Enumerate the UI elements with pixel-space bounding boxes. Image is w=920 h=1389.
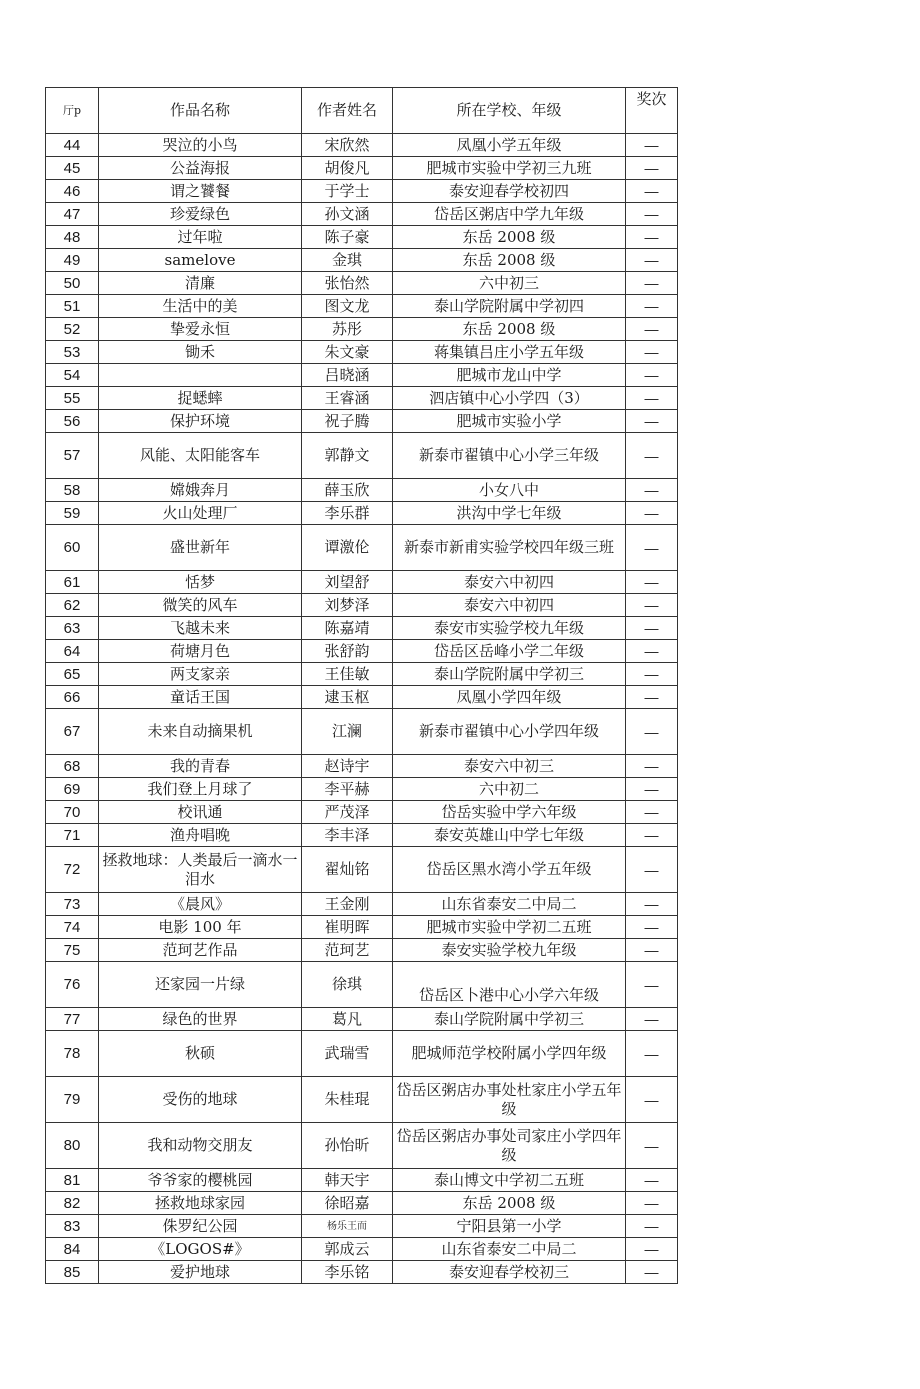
row-number: 44 bbox=[46, 134, 99, 157]
row-author: 陈子豪 bbox=[302, 226, 393, 249]
row-title: 盛世新年 bbox=[99, 525, 302, 571]
row-school: 东岳 2008 级 bbox=[393, 249, 626, 272]
row-number: 71 bbox=[46, 824, 99, 847]
header-title: 作品名称 bbox=[99, 88, 302, 134]
row-author: 金琪 bbox=[302, 249, 393, 272]
row-author: 祝子腾 bbox=[302, 410, 393, 433]
row-award: — bbox=[626, 134, 678, 157]
row-title: 拯救地球：人类最后一滴水一泪水 bbox=[99, 847, 302, 893]
table-row bbox=[46, 180, 678, 203]
table-header-row bbox=[46, 88, 678, 134]
table-row bbox=[46, 594, 678, 617]
row-number: 58 bbox=[46, 479, 99, 502]
row-author: 武瑞雪 bbox=[302, 1031, 393, 1077]
row-school: 六中初二 bbox=[393, 778, 626, 801]
row-number: 68 bbox=[46, 755, 99, 778]
row-school: 泰安迎春学校初三 bbox=[393, 1261, 626, 1284]
row-award: — bbox=[626, 686, 678, 709]
row-school: 泰安英雄山中学七年级 bbox=[393, 824, 626, 847]
row-number: 69 bbox=[46, 778, 99, 801]
row-author: 崔明晖 bbox=[302, 916, 393, 939]
row-title: 谓之饕餐 bbox=[99, 180, 302, 203]
row-award: — bbox=[626, 801, 678, 824]
row-author: 范珂艺 bbox=[302, 939, 393, 962]
row-school: 东岳 2008 级 bbox=[393, 318, 626, 341]
table-row bbox=[46, 502, 678, 525]
row-award: — bbox=[626, 479, 678, 502]
row-school: 岱岳区黑水湾小学五年级 bbox=[393, 847, 626, 893]
table-row bbox=[46, 134, 678, 157]
row-school: 洪沟中学七年级 bbox=[393, 502, 626, 525]
row-title: 风能、太阳能客车 bbox=[99, 433, 302, 479]
row-author: 王金刚 bbox=[302, 893, 393, 916]
row-number: 79 bbox=[46, 1077, 99, 1123]
table-row bbox=[46, 916, 678, 939]
row-award: — bbox=[626, 1169, 678, 1192]
row-school: 肥城市实验中学初三九班 bbox=[393, 157, 626, 180]
row-title: 侏罗纪公园 bbox=[99, 1215, 302, 1238]
row-award: — bbox=[626, 433, 678, 479]
row-school: 岱岳区卜港中心小学六年级 bbox=[393, 962, 626, 1008]
row-award: — bbox=[626, 594, 678, 617]
table-row bbox=[46, 778, 678, 801]
row-number: 80 bbox=[46, 1123, 99, 1169]
row-award: — bbox=[626, 962, 678, 1008]
row-number: 76 bbox=[46, 962, 99, 1008]
row-author: 王睿涵 bbox=[302, 387, 393, 410]
row-title: 锄禾 bbox=[99, 341, 302, 364]
row-award: — bbox=[626, 916, 678, 939]
row-school: 肥城市实验小学 bbox=[393, 410, 626, 433]
row-author: 朱文豪 bbox=[302, 341, 393, 364]
row-author: 胡俊凡 bbox=[302, 157, 393, 180]
row-author: 图文龙 bbox=[302, 295, 393, 318]
row-title: 珍爱绿色 bbox=[99, 203, 302, 226]
row-award: — bbox=[626, 387, 678, 410]
row-author: 薛玉欣 bbox=[302, 479, 393, 502]
row-number: 81 bbox=[46, 1169, 99, 1192]
table-row bbox=[46, 617, 678, 640]
header-school: 所在学校、年级 bbox=[393, 88, 626, 134]
row-number: 85 bbox=[46, 1261, 99, 1284]
row-award: — bbox=[626, 249, 678, 272]
row-author: 刘梦泽 bbox=[302, 594, 393, 617]
row-number: 55 bbox=[46, 387, 99, 410]
table-row bbox=[46, 1123, 678, 1169]
row-author: 郭静文 bbox=[302, 433, 393, 479]
row-number: 62 bbox=[46, 594, 99, 617]
header-number: 厅p bbox=[46, 88, 99, 134]
row-title: 荷塘月色 bbox=[99, 640, 302, 663]
row-number: 78 bbox=[46, 1031, 99, 1077]
row-title: 挚爱永恒 bbox=[99, 318, 302, 341]
row-title: 范珂艺作品 bbox=[99, 939, 302, 962]
table-row bbox=[46, 318, 678, 341]
row-author: 吕晓涵 bbox=[302, 364, 393, 387]
row-award: — bbox=[626, 180, 678, 203]
row-title: samelove bbox=[99, 249, 302, 272]
row-author: 葛凡 bbox=[302, 1008, 393, 1031]
row-author: 刘望舒 bbox=[302, 571, 393, 594]
row-school: 泰安六中初四 bbox=[393, 594, 626, 617]
row-title: 恬梦 bbox=[99, 571, 302, 594]
table-row bbox=[46, 410, 678, 433]
table-row bbox=[46, 640, 678, 663]
row-number: 74 bbox=[46, 916, 99, 939]
row-author: 逮玉枢 bbox=[302, 686, 393, 709]
table-row bbox=[46, 709, 678, 755]
row-title: 受伤的地球 bbox=[99, 1077, 302, 1123]
row-number: 50 bbox=[46, 272, 99, 295]
row-author: 郭成云 bbox=[302, 1238, 393, 1261]
table-row bbox=[46, 755, 678, 778]
row-number: 61 bbox=[46, 571, 99, 594]
table-row bbox=[46, 479, 678, 502]
row-number: 56 bbox=[46, 410, 99, 433]
row-school: 宁阳县第一小学 bbox=[393, 1215, 626, 1238]
row-author: 杨乐王而 bbox=[302, 1215, 393, 1238]
row-number: 67 bbox=[46, 709, 99, 755]
row-school: 小女八中 bbox=[393, 479, 626, 502]
table-row bbox=[46, 847, 678, 893]
row-number: 45 bbox=[46, 157, 99, 180]
row-award: — bbox=[626, 1215, 678, 1238]
row-author: 苏彤 bbox=[302, 318, 393, 341]
table-row bbox=[46, 226, 678, 249]
table-row bbox=[46, 1215, 678, 1238]
row-title: 过年啦 bbox=[99, 226, 302, 249]
row-award: — bbox=[626, 617, 678, 640]
row-author: 江澜 bbox=[302, 709, 393, 755]
row-title bbox=[99, 364, 302, 387]
table-row bbox=[46, 341, 678, 364]
row-author: 孙文涵 bbox=[302, 203, 393, 226]
row-author: 王佳敏 bbox=[302, 663, 393, 686]
row-author: 翟灿铭 bbox=[302, 847, 393, 893]
header-author: 作者姓名 bbox=[302, 88, 393, 134]
row-title: 保护环境 bbox=[99, 410, 302, 433]
row-award: — bbox=[626, 295, 678, 318]
row-award: — bbox=[626, 364, 678, 387]
row-award: — bbox=[626, 1077, 678, 1123]
row-number: 46 bbox=[46, 180, 99, 203]
row-number: 57 bbox=[46, 433, 99, 479]
row-number: 51 bbox=[46, 295, 99, 318]
row-number: 77 bbox=[46, 1008, 99, 1031]
row-title: 微笑的风车 bbox=[99, 594, 302, 617]
row-award: — bbox=[626, 1261, 678, 1284]
row-school: 泰安迎春学校初四 bbox=[393, 180, 626, 203]
row-award: — bbox=[626, 203, 678, 226]
row-number: 63 bbox=[46, 617, 99, 640]
table-body bbox=[46, 134, 678, 1284]
row-award: — bbox=[626, 502, 678, 525]
row-author: 赵诗宇 bbox=[302, 755, 393, 778]
row-school: 泗店镇中心小学四（3） bbox=[393, 387, 626, 410]
row-title: 校讯通 bbox=[99, 801, 302, 824]
row-school: 岱岳实验中学六年级 bbox=[393, 801, 626, 824]
row-school: 泰安市实验学校九年级 bbox=[393, 617, 626, 640]
table-row bbox=[46, 571, 678, 594]
row-title: 爷爷家的樱桃园 bbox=[99, 1169, 302, 1192]
row-school: 泰安六中初三 bbox=[393, 755, 626, 778]
row-school: 泰山学院附属中学初三 bbox=[393, 663, 626, 686]
row-school: 新泰市翟镇中心小学四年级 bbox=[393, 709, 626, 755]
table-row bbox=[46, 1261, 678, 1284]
row-author: 谭激伦 bbox=[302, 525, 393, 571]
row-number: 59 bbox=[46, 502, 99, 525]
table-row bbox=[46, 525, 678, 571]
table-row bbox=[46, 1169, 678, 1192]
row-award: — bbox=[626, 709, 678, 755]
row-school: 东岳 2008 级 bbox=[393, 1192, 626, 1215]
row-award: — bbox=[626, 571, 678, 594]
row-award: — bbox=[626, 755, 678, 778]
row-school: 岱岳区粥店办事处司家庄小学四年级 bbox=[393, 1123, 626, 1169]
document-page bbox=[45, 87, 677, 1284]
row-title: 绿色的世界 bbox=[99, 1008, 302, 1031]
table-row bbox=[46, 663, 678, 686]
row-title: 电影 100 年 bbox=[99, 916, 302, 939]
table-row bbox=[46, 387, 678, 410]
row-number: 82 bbox=[46, 1192, 99, 1215]
table-row bbox=[46, 249, 678, 272]
row-school: 凤凰小学五年级 bbox=[393, 134, 626, 157]
row-title: 嫦娥奔月 bbox=[99, 479, 302, 502]
row-award: — bbox=[626, 1008, 678, 1031]
row-number: 70 bbox=[46, 801, 99, 824]
row-title: 生活中的美 bbox=[99, 295, 302, 318]
table-row bbox=[46, 962, 678, 1008]
table-row bbox=[46, 1192, 678, 1215]
table-row bbox=[46, 433, 678, 479]
table-row bbox=[46, 364, 678, 387]
row-award: — bbox=[626, 640, 678, 663]
row-award: — bbox=[626, 1031, 678, 1077]
row-title: 未来自动摘果机 bbox=[99, 709, 302, 755]
row-number: 60 bbox=[46, 525, 99, 571]
row-school: 六中初三 bbox=[393, 272, 626, 295]
row-school: 泰山学院附属中学初三 bbox=[393, 1008, 626, 1031]
row-title: 我和动物交朋友 bbox=[99, 1123, 302, 1169]
row-author: 朱桂琨 bbox=[302, 1077, 393, 1123]
table-row bbox=[46, 824, 678, 847]
award-table bbox=[45, 87, 678, 1284]
row-award: — bbox=[626, 272, 678, 295]
row-award: — bbox=[626, 663, 678, 686]
row-author: 李平赫 bbox=[302, 778, 393, 801]
row-author: 徐琪 bbox=[302, 962, 393, 1008]
row-author: 宋欣然 bbox=[302, 134, 393, 157]
table-row bbox=[46, 1031, 678, 1077]
row-award: — bbox=[626, 893, 678, 916]
row-award: — bbox=[626, 318, 678, 341]
row-title: 《晨风》 bbox=[99, 893, 302, 916]
row-number: 53 bbox=[46, 341, 99, 364]
row-school: 蒋集镇吕庄小学五年级 bbox=[393, 341, 626, 364]
row-number: 84 bbox=[46, 1238, 99, 1261]
row-number: 48 bbox=[46, 226, 99, 249]
row-author: 韩天宇 bbox=[302, 1169, 393, 1192]
row-author: 张怡然 bbox=[302, 272, 393, 295]
row-school: 岱岳区粥店中学九年级 bbox=[393, 203, 626, 226]
table-row bbox=[46, 1238, 678, 1261]
row-school: 泰山博文中学初二五班 bbox=[393, 1169, 626, 1192]
row-number: 64 bbox=[46, 640, 99, 663]
row-school: 东岳 2008 级 bbox=[393, 226, 626, 249]
row-number: 66 bbox=[46, 686, 99, 709]
row-school: 新泰市新甫实验学校四年级三班 bbox=[393, 525, 626, 571]
row-title: 公益海报 bbox=[99, 157, 302, 180]
row-award: — bbox=[626, 824, 678, 847]
table-row bbox=[46, 295, 678, 318]
table-row bbox=[46, 686, 678, 709]
row-school: 岱岳区粥店办事处杜家庄小学五年级 bbox=[393, 1077, 626, 1123]
row-title: 捉蟋蟀 bbox=[99, 387, 302, 410]
row-number: 65 bbox=[46, 663, 99, 686]
row-number: 75 bbox=[46, 939, 99, 962]
row-award: — bbox=[626, 939, 678, 962]
row-author: 李乐群 bbox=[302, 502, 393, 525]
table-row bbox=[46, 939, 678, 962]
row-title: 拯救地球家园 bbox=[99, 1192, 302, 1215]
table-row bbox=[46, 1077, 678, 1123]
row-award: — bbox=[626, 847, 678, 893]
row-title: 哭泣的小鸟 bbox=[99, 134, 302, 157]
row-school: 泰山学院附属中学初四 bbox=[393, 295, 626, 318]
table-row bbox=[46, 157, 678, 180]
row-school: 泰安实验学校九年级 bbox=[393, 939, 626, 962]
table-row bbox=[46, 893, 678, 916]
row-number: 72 bbox=[46, 847, 99, 893]
row-school: 肥城市实验中学初二五班 bbox=[393, 916, 626, 939]
row-number: 73 bbox=[46, 893, 99, 916]
row-school: 凤凰小学四年级 bbox=[393, 686, 626, 709]
row-title: 渔舟唱晚 bbox=[99, 824, 302, 847]
row-title: 还家园一片绿 bbox=[99, 962, 302, 1008]
row-award: — bbox=[626, 778, 678, 801]
row-author: 张舒韵 bbox=[302, 640, 393, 663]
header-award: 奖次 bbox=[626, 88, 678, 134]
row-award: — bbox=[626, 157, 678, 180]
row-title: 清廉 bbox=[99, 272, 302, 295]
row-title: 飞越未来 bbox=[99, 617, 302, 640]
row-award: — bbox=[626, 1238, 678, 1261]
row-school: 岱岳区岳峰小学二年级 bbox=[393, 640, 626, 663]
row-award: — bbox=[626, 525, 678, 571]
row-title: 爱护地球 bbox=[99, 1261, 302, 1284]
row-author: 李丰泽 bbox=[302, 824, 393, 847]
row-award: — bbox=[626, 1123, 678, 1169]
row-title: 《LOGOS#》 bbox=[99, 1238, 302, 1261]
row-award: — bbox=[626, 410, 678, 433]
row-award: — bbox=[626, 1192, 678, 1215]
row-title: 我的青春 bbox=[99, 755, 302, 778]
row-title: 童话王国 bbox=[99, 686, 302, 709]
row-award: — bbox=[626, 226, 678, 249]
table-row bbox=[46, 203, 678, 226]
row-title: 两支家亲 bbox=[99, 663, 302, 686]
row-number: 47 bbox=[46, 203, 99, 226]
row-school: 山东省泰安二中局二 bbox=[393, 893, 626, 916]
row-author: 严茂泽 bbox=[302, 801, 393, 824]
table-row bbox=[46, 801, 678, 824]
row-author: 陈嘉靖 bbox=[302, 617, 393, 640]
row-number: 52 bbox=[46, 318, 99, 341]
row-school: 泰安六中初四 bbox=[393, 571, 626, 594]
row-number: 83 bbox=[46, 1215, 99, 1238]
row-award: — bbox=[626, 341, 678, 364]
row-title: 火山处理厂 bbox=[99, 502, 302, 525]
row-title: 秋硕 bbox=[99, 1031, 302, 1077]
row-number: 54 bbox=[46, 364, 99, 387]
row-title: 我们登上月球了 bbox=[99, 778, 302, 801]
table-row bbox=[46, 1008, 678, 1031]
row-number: 49 bbox=[46, 249, 99, 272]
row-author: 孙怡昕 bbox=[302, 1123, 393, 1169]
row-school: 山东省泰安二中局二 bbox=[393, 1238, 626, 1261]
row-author: 于学士 bbox=[302, 180, 393, 203]
row-author: 李乐铭 bbox=[302, 1261, 393, 1284]
row-school: 肥城师范学校附属小学四年级 bbox=[393, 1031, 626, 1077]
table-row bbox=[46, 272, 678, 295]
row-author: 徐昭嘉 bbox=[302, 1192, 393, 1215]
row-school: 肥城市龙山中学 bbox=[393, 364, 626, 387]
row-school: 新泰市翟镇中心小学三年级 bbox=[393, 433, 626, 479]
